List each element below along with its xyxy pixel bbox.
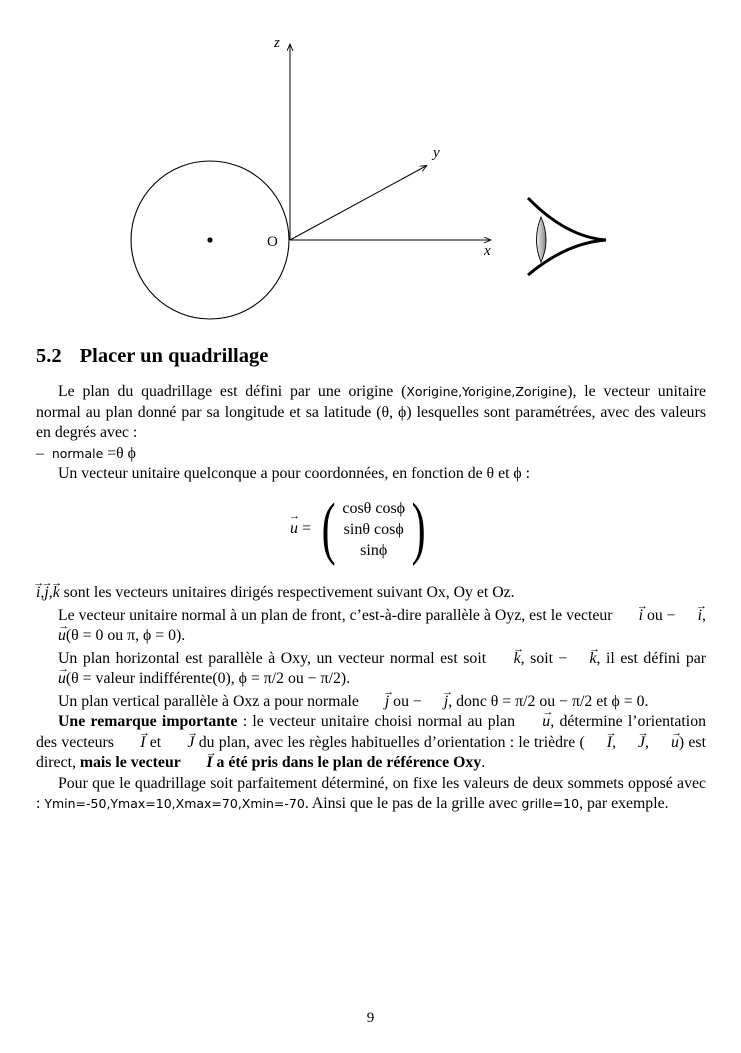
z-axis-label: z [274,35,280,51]
y-axis-label: y [433,145,440,161]
page-number: 9 [366,1010,375,1026]
y-axis [290,166,426,240]
origin-label: O [267,234,278,250]
vector-equation: → u = ( cosθ cosϕ sinθ cosϕ sinϕ ) [290,494,430,564]
paragraph: Le vecteur unitaire normal à un plan de front, c’est-à-dire parallèle à Oyz, est le vecteur → i ou −→ i, → u(θ = 0 ou π, ϕ = 0). [36,606,706,647]
sphere-center-dot [207,237,212,242]
vector-components: cosθ cosϕ sinθ cosϕ sinϕ [342,499,406,559]
axes-figure [0,0,741,340]
paragraph: Un plan horizontal est parallèle à Oxy, un vecteur normal est soit → k, soit −→ k, il est défini par → u(θ = valeur indifférente(0), ϕ = π/2 ou − π/2). [36,649,706,690]
code-origin: Xorigine,Yorigine,Zorigine [406,384,568,399]
paragraph: Un vecteur unitaire quelconque a pour coordonnées, en fonction de θ et ϕ : [58,465,531,482]
section-title: Placer un quadrillage [79,345,269,367]
paragraph: Le plan du quadrillage est défini par une origine (Xorigine,Yorigine,Zorigine), le vecteur unitaire normal au plan donné par sa longitude et sa latitude (θ, ϕ) lesquelles sont paramétrées, avec des valeurs en degrés avec : [36,383,706,441]
code-normale: normale [51,445,104,461]
x-axis-label: x [484,243,491,259]
code-bounds: Ymin=-50,Ymax=10,Xmax=70,Xmin=-70 [44,796,305,811]
text-block-2 [36,583,706,815]
section-number: 5.2 [36,345,62,367]
text-block-1 [36,382,706,485]
eye-icon [528,198,606,275]
paragraph: Pour que le quadrillage soit parfaitement déterminé, on fixe les valeurs de deux sommets opposé avec : Ymin=-50,Ymax=10,Xmax=70,Xmin=-70. Ainsi que le pas de la grille avec grille=10, par exemple. [36,774,706,812]
code-grille: grille=10 [521,796,580,811]
bullet-item: – normale =θ ϕ [36,444,137,462]
paragraph: Un plan vertical parallèle à Oxz a pour normale → j ou −→ j, donc θ = π/2 ou − π/2 et ϕ = 0. [36,692,706,713]
paragraph: → i,→ j,→ k sont les vecteurs unitaires dirigés respectivement suivant Ox, Oy et Oz. [36,583,706,604]
section-heading [36,345,268,368]
paragraph: Une remarque importante : le vecteur unitaire choisi normal au plan → u, détermine l’orientation des vecteurs → I et → J du plan, avec les règles habituelles d’orientation : le trièdre (→ I,→ J,→ u) est direct, mais le vecteur → I a été pris dans le plan de référence Oxy. [36,712,706,774]
